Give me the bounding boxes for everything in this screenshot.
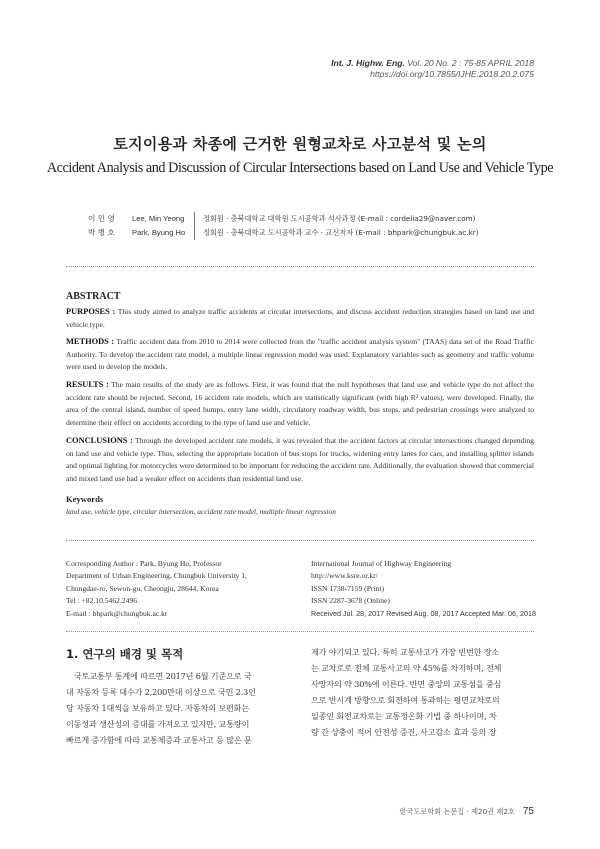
author-name-en: Park, Byung Ho <box>132 228 186 237</box>
conclusions-text: Through the developed accident rate models, it was revealed that the accident factors at circular intersections changed depending on land use and vehicle type. Thus, selecting the appropriate location of bus stops for trucks, widening entry lanes for cars, and installing splitter islands and optimal lighting for motorcycles were determined to be important for reducing the accident rate. Additionally, the evaluation showed that commercial and mixed land use had a weaker effect on accidents than residential land use. <box>66 436 534 483</box>
results-label: RESULTS : <box>66 380 109 389</box>
correspondence-block <box>66 558 247 620</box>
purposes-text: This study aimed to analyze traffic accidents at circular intersections, and discuss accident reduction strategies based on land use and vehicle type. <box>66 307 534 329</box>
title-korean: 토지이용과 차종에 근거한 원형교차로 사고분석 및 논의 <box>113 135 487 153</box>
divider <box>66 631 534 632</box>
author-name-ko: 박 병 호 <box>88 228 115 237</box>
purposes-label: PURPOSES : <box>66 307 116 316</box>
section-title: 1. 연구의 배경 및 목적 <box>66 647 184 661</box>
author-row <box>88 212 479 226</box>
author-affiliation: 정회원 · 충북대학교 도시공학과 교수 · 교신저자 (E-mail : bhpark@chungbuk.ac.kr) <box>194 226 479 240</box>
author-name-en: Lee, Min Yeong <box>132 214 185 223</box>
footer-journal: 한국도로학회 논문집 · 제20권 제2호 <box>399 807 515 816</box>
author-row <box>88 226 479 240</box>
abstract-methods <box>66 336 534 374</box>
title-english: Accident Analysis and Discussion of Circular Intersections based on Land Use and Vehicle Type <box>46 160 554 176</box>
page-footer <box>399 806 534 817</box>
body-column-right <box>311 644 534 740</box>
methods-label: METHODS : <box>66 337 115 346</box>
body-line: 제가 야기되고 있다. 특히 교통사고가 가장 빈번한 장소 <box>311 647 500 657</box>
issn-print: ISSN 1738-7159 (Print) <box>311 583 384 593</box>
body-column-left <box>66 668 291 748</box>
corr-line: Tel : +82.10.5462.2496 <box>66 596 138 606</box>
journal-issue: Vol. 20 No. 2 : 75-85 APRIL 2018 <box>407 58 534 68</box>
corr-email[interactable]: E-mail : bhpark@chungbuk.ac.kr <box>66 608 168 618</box>
body-line: 이동성과 생산성의 증대를 가져오고 있지만, 교통량이 <box>66 719 250 729</box>
body-line: 일종인 회전교차로는 교통정온화 기법 중 하나이며, 차 <box>311 711 497 721</box>
body-line: 당 자동차 1대씩을 보유하고 있다. 자동차의 보편화는 <box>66 703 250 713</box>
divider <box>66 266 534 267</box>
body-line: 사망자의 약 30%에 이른다. 반면 중앙의 교통섬을 중심 <box>311 679 502 689</box>
issn-online: ISSN 2287-3678 (Online) <box>311 596 390 606</box>
results-text: The main results of the study are as follows. First, it was found that the null hypotheses that land use and vehicle type do not affect the accident rate should be rejected. Second, 16 accident rate models, which are statistically significant (with high R² values), were developed. Finally, the area of the central island, number of speed humps, entry lane width, circulatory roadway width, bus stops, and pedestrian crossings were analyzed to determine their effect on accidents according to the type of land use and vehicle. <box>66 380 534 427</box>
corr-line: Department of Urban Engineering, Chungbuk University 1, <box>66 571 247 581</box>
corr-line: Corresponding Author : Park, Byung Ho, Professor <box>66 559 222 568</box>
author-affiliation: 정회원 · 충북대학교 대학원 도시공학과 석사과정 (E-mail : cordelia29@naver.com) <box>194 212 475 226</box>
conclusions-label: CONCLUSIONS : <box>66 436 133 445</box>
journal-abbrev: Int. J. Highw. Eng. <box>331 58 405 68</box>
abstract-heading: ABSTRACT <box>66 291 121 302</box>
page-number: 75 <box>522 806 534 817</box>
methods-text: Traffic accident data from 2010 to 2014 were collected from the "traffic accident analysis system" (TAAS) data set of the Road Traffic Authority. To develop the accident rate model, a multiple linear regression model was used. Explanatory variables such as geometry and traffic volume were used to develop the models. <box>66 337 534 372</box>
keywords-text: land use, vehicle type, circular intersection, accident rate model, multiple linear regression <box>66 507 336 516</box>
body-line: 으로 반시계 방향으로 회전하여 통과하는 평면교차로의 <box>311 695 500 705</box>
doi-link[interactable]: https://doi.org/10.7855/IJHE.2018.20.2.075 <box>370 69 534 79</box>
body-line: 국토교통부 통계에 따르면 2017년 6월 기준으로 국 <box>74 671 252 681</box>
abstract-purposes <box>66 306 534 331</box>
body-line: 빠르게 증가함에 따라 교통체증과 교통사고 등 많은 문 <box>66 735 252 745</box>
keywords-heading: Keywords <box>66 494 104 504</box>
journal-name: International Journal of Highway Engineering <box>311 559 452 568</box>
author-list <box>88 212 479 240</box>
abstract-conclusions <box>66 435 534 485</box>
journal-info-block <box>311 558 536 620</box>
submission-dates: Received Jul. 28, 2017 Revised Aug. 08, 2017 Accepted Mar. 06, 2018 <box>311 608 536 618</box>
body-line: 는 교차로로 전체 교통사고의 약 45%를 차지하며, 전체 <box>311 663 502 673</box>
journal-url[interactable]: http://www.ksre.or.kr/ <box>311 571 378 581</box>
corr-line: Chungdae-ro, Sewon-gu, Cheongju, 28644, Korea <box>66 583 219 593</box>
body-line: 내 자동차 등록 대수가 2,200만대 이상으로 국민 2.3인 <box>66 687 256 697</box>
body-line: 량 간 상충이 적어 안전성 증진, 사고감소 효과 등의 장 <box>311 727 497 737</box>
abstract-results <box>66 379 534 429</box>
journal-header <box>331 58 534 80</box>
author-name-ko: 이 민 영 <box>88 214 115 223</box>
divider <box>66 540 534 541</box>
